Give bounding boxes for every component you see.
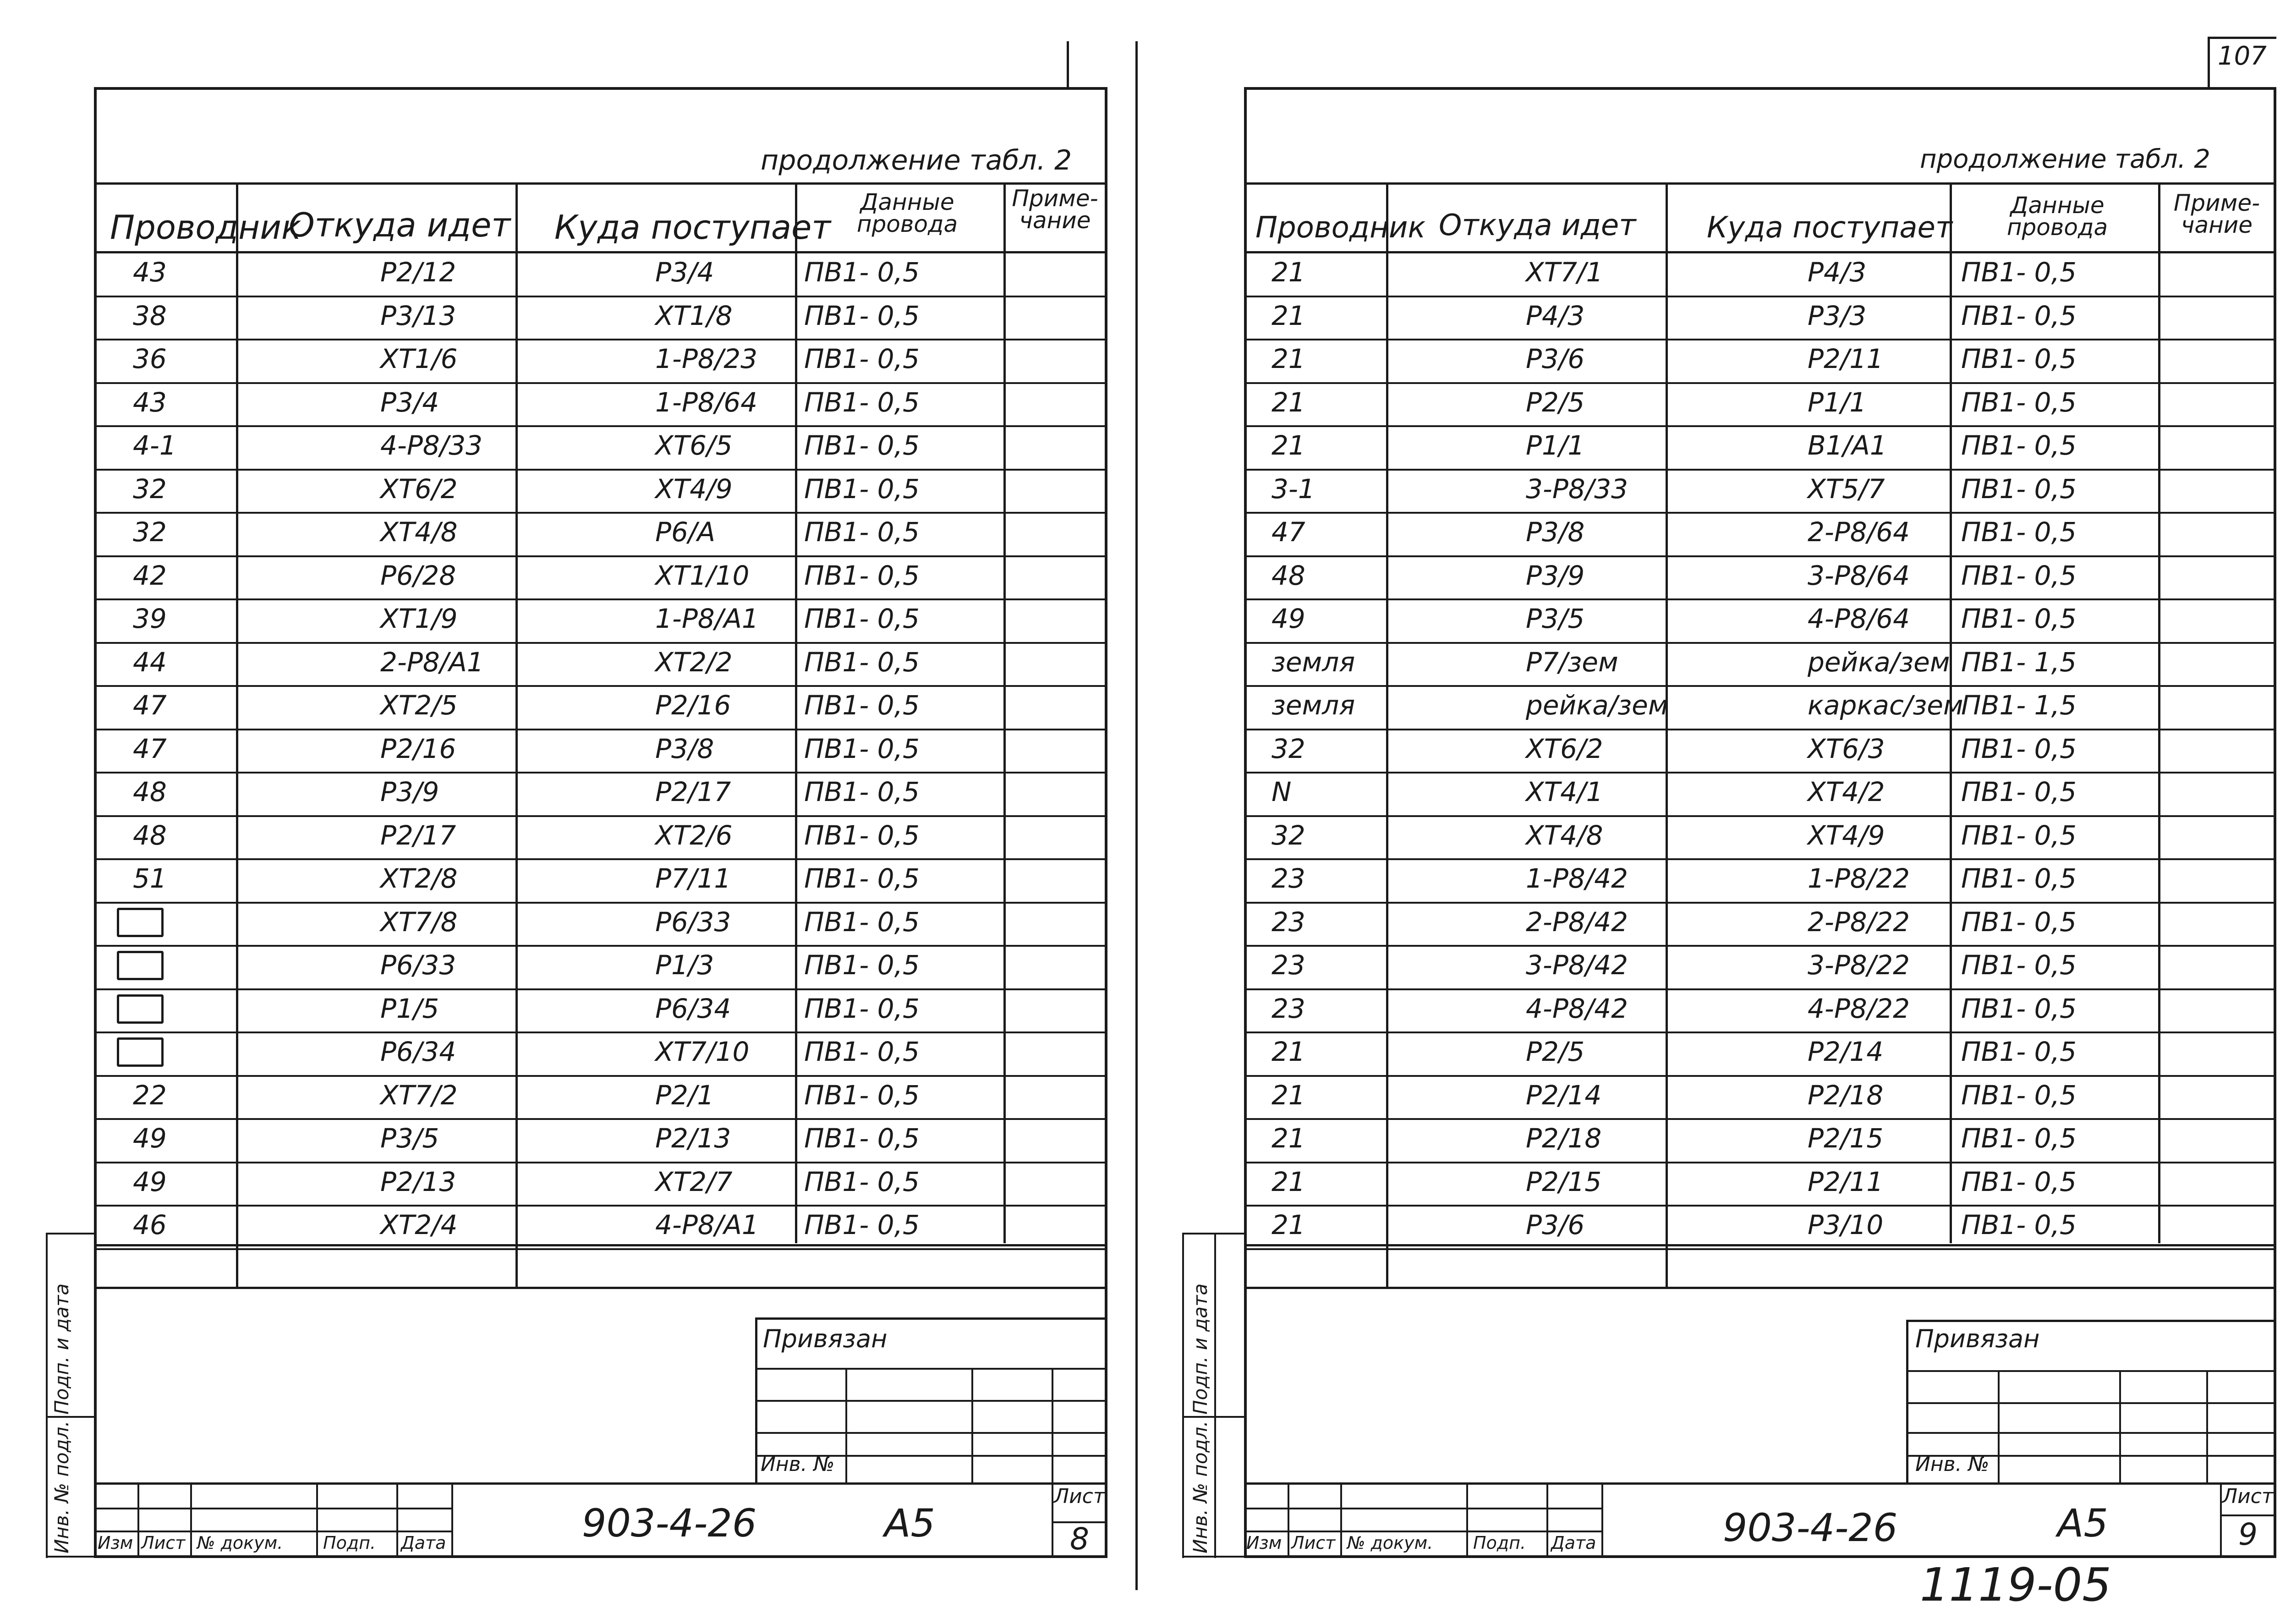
doc-code: 903-4-26 (1723, 1505, 1898, 1550)
conductor-cell: 46 (133, 1209, 167, 1240)
wire-data-cell: ПВ1- 0,5 (1961, 1166, 2077, 1197)
wire-data-cell: ПВ1- 0,5 (804, 343, 920, 374)
from-cell: 3-Р8/42 (1526, 949, 1628, 981)
row-separator (94, 512, 1107, 514)
format: А5 (884, 1501, 935, 1546)
conductor-cell: 42 (133, 560, 167, 591)
wire-data-cell: ПВ1- 0,5 (804, 300, 920, 331)
col-wire-data: Данные провода (856, 189, 958, 237)
from-cell: 4-Р8/42 (1526, 993, 1628, 1024)
from-cell: Р3/6 (1526, 1209, 1585, 1240)
to-cell: Р2/17 (655, 776, 731, 807)
blank-conductor-box (117, 951, 164, 980)
conductor-cell: 47 (1272, 516, 1305, 548)
to-cell: Р2/18 (1808, 1079, 1884, 1111)
to-cell: Р6/34 (655, 993, 731, 1024)
row-separator (94, 1118, 1107, 1120)
wire-data-cell: ПВ1- 0,5 (804, 863, 920, 894)
from-cell: ХТ4/8 (1526, 819, 1603, 851)
wire-data-cell: ПВ1- 0,5 (1961, 1209, 2077, 1240)
col-conductor: Проводник (1255, 211, 1426, 245)
wire-data-cell: ПВ1- 0,5 (1961, 733, 2077, 764)
to-cell: 4-Р8/64 (1808, 603, 1910, 634)
row-separator (94, 902, 1107, 904)
to-cell: Р2/13 (655, 1123, 731, 1154)
from-cell: Р7/зем (1526, 646, 1618, 678)
row-separator (1244, 685, 2276, 687)
inv-no-label: Инв. № (761, 1453, 835, 1476)
from-cell: рейка/зем (1526, 690, 1668, 721)
wire-data-cell: ПВ1- 0,5 (1961, 343, 2077, 374)
to-cell: ХТ2/7 (655, 1166, 733, 1197)
wire-data-cell: ПВ1- 0,5 (1961, 993, 2077, 1024)
wire-data-cell: ПВ1- 0,5 (804, 646, 920, 678)
to-cell: 1-Р8/22 (1808, 863, 1910, 894)
wire-data-cell: ПВ1- 0,5 (804, 516, 920, 548)
wire-data-cell: ПВ1- 0,5 (1961, 1123, 2077, 1154)
wire-data-cell: ПВ1- 0,5 (1961, 819, 2077, 851)
wire-data-cell: ПВ1- 0,5 (804, 1079, 920, 1111)
continuation-label: продолжение табл. 2 (761, 144, 1072, 176)
row-separator (94, 729, 1107, 730)
row-separator (1244, 642, 2276, 644)
conductor-cell: 21 (1272, 257, 1305, 288)
conductor-cell: 21 (1272, 386, 1305, 418)
to-cell: 1-Р8/64 (655, 386, 758, 418)
conductor-cell: 21 (1272, 1166, 1305, 1197)
to-cell: Р2/14 (1808, 1036, 1884, 1067)
from-cell: ХТ7/8 (380, 906, 458, 938)
wire-data-cell: ПВ1- 0,5 (804, 819, 920, 851)
from-cell: Р3/8 (1526, 516, 1585, 548)
row-separator (1244, 1075, 2276, 1077)
to-cell: Р2/16 (655, 690, 731, 721)
wire-data-cell: ПВ1- 0,5 (1961, 776, 2077, 807)
to-cell: Р3/10 (1808, 1209, 1884, 1240)
row-separator (1244, 902, 2276, 904)
stamp-date: Дата (401, 1533, 446, 1553)
from-cell: Р3/5 (380, 1123, 439, 1154)
row-separator (94, 425, 1107, 427)
from-cell: Р2/17 (380, 819, 456, 851)
conductor-cell: 21 (1272, 430, 1305, 461)
stamp-list: Лист (1291, 1533, 1336, 1553)
stamp-date: Дата (1551, 1533, 1596, 1553)
conductor-cell: 39 (133, 603, 167, 634)
from-cell: ХТ2/8 (380, 863, 458, 894)
wire-data-cell: ПВ1- 0,5 (804, 560, 920, 591)
row-separator (94, 1031, 1107, 1033)
sheet-number: 8 (1070, 1521, 1089, 1557)
conductor-cell: земля (1272, 690, 1355, 721)
wire-data-cell: ПВ1- 0,5 (804, 430, 920, 461)
wire-data-cell: ПВ1- 1,5 (1961, 646, 2077, 678)
wire-data-cell: ПВ1- 0,5 (1961, 430, 2077, 461)
stamp-doc: № докум. (197, 1533, 283, 1553)
to-cell: ХТ6/5 (655, 430, 733, 461)
row-separator (94, 858, 1107, 860)
binding-label: Привязан (1915, 1324, 2040, 1353)
from-cell: ХТ1/9 (380, 603, 458, 634)
from-cell: Р6/34 (380, 1036, 456, 1067)
to-cell: 1-Р8/А1 (655, 603, 759, 634)
to-cell: ХТ4/2 (1808, 776, 1885, 807)
from-cell: ХТ4/1 (1526, 776, 1603, 807)
from-cell: Р2/15 (1526, 1166, 1602, 1197)
conductor-cell: 49 (1272, 603, 1305, 634)
row-separator (1244, 1162, 2276, 1163)
wire-data-cell: ПВ1- 0,5 (804, 1166, 920, 1197)
from-cell: ХТ4/8 (380, 516, 458, 548)
from-cell: 4-Р8/33 (380, 430, 483, 461)
row-separator (1244, 1031, 2276, 1033)
conductor-cell: 48 (133, 776, 167, 807)
from-cell: Р2/16 (380, 733, 456, 764)
to-cell: Р6/А (655, 516, 716, 548)
to-cell: 2-Р8/64 (1808, 516, 1910, 548)
wire-data-cell: ПВ1- 0,5 (804, 1209, 920, 1240)
conductor-cell: 47 (133, 733, 167, 764)
wire-data-cell: ПВ1- 0,5 (1961, 300, 2077, 331)
from-cell: ХТ7/1 (1526, 257, 1603, 288)
wire-data-cell: ПВ1- 0,5 (804, 1036, 920, 1067)
col-note: Приме-чание (2173, 190, 2260, 238)
row-separator (94, 1205, 1107, 1207)
conductor-cell: 23 (1272, 863, 1305, 894)
row-separator (94, 772, 1107, 774)
row-separator (1244, 382, 2276, 384)
to-cell: 4-Р8/22 (1808, 993, 1910, 1024)
from-cell: Р2/5 (1526, 1036, 1585, 1067)
wire-data-cell: ПВ1- 0,5 (804, 776, 920, 807)
wire-data-cell: ПВ1- 0,5 (804, 386, 920, 418)
sheet-label: Лист (2222, 1485, 2274, 1508)
col-to: Куда поступает (1707, 211, 1953, 245)
row-separator (94, 1248, 1107, 1250)
wire-data-cell: ПВ1- 0,5 (804, 473, 920, 505)
from-cell: ХТ2/4 (380, 1209, 458, 1240)
blank-conductor-box (117, 1037, 164, 1067)
conductor-cell: 32 (1272, 733, 1305, 764)
to-cell: рейка/зем (1808, 646, 1950, 678)
to-cell: ХТ1/10 (655, 560, 750, 591)
from-cell: Р6/33 (380, 949, 456, 981)
stamp-number: 1119-05 (1920, 1558, 2111, 1612)
conductor-cell: 43 (133, 257, 167, 288)
from-cell: Р3/5 (1526, 603, 1585, 634)
conductor-cell: 49 (133, 1123, 167, 1154)
stamp-izm: Изм (1246, 1533, 1282, 1553)
wire-data-cell: ПВ1- 0,5 (1961, 386, 2077, 418)
wire-data-cell: ПВ1- 0,5 (1961, 949, 2077, 981)
from-cell: Р3/9 (1526, 560, 1585, 591)
from-cell: Р3/4 (380, 386, 439, 418)
conductor-cell: 3-1 (1272, 473, 1315, 505)
col-from: Откуда идет (1439, 208, 1636, 242)
row-separator (1244, 469, 2276, 471)
wire-data-cell: ПВ1- 0,5 (804, 603, 920, 634)
wire-data-cell: ПВ1- 0,5 (1961, 1036, 2077, 1067)
wire-data-cell: ПВ1- 0,5 (804, 690, 920, 721)
page-number: 107 (2218, 41, 2267, 71)
to-cell: ХТ2/2 (655, 646, 733, 678)
from-cell: Р3/13 (380, 300, 456, 331)
wire-data-cell: ПВ1- 0,5 (1961, 906, 2077, 938)
to-cell: ХТ4/9 (655, 473, 733, 505)
from-cell: ХТ6/2 (1526, 733, 1603, 764)
wire-data-cell: ПВ1- 0,5 (1961, 473, 2077, 505)
row-separator (1244, 555, 2276, 557)
format: А5 (2057, 1501, 2108, 1546)
to-cell: Р7/11 (655, 863, 731, 894)
conductor-cell: 21 (1272, 1123, 1305, 1154)
conductor-cell: 21 (1272, 300, 1305, 331)
col-from: Откуда идет (289, 206, 511, 244)
row-separator (1244, 988, 2276, 990)
row-separator (94, 598, 1107, 600)
to-cell: Р3/4 (655, 257, 714, 288)
from-cell: Р3/6 (1526, 343, 1585, 374)
row-separator (1244, 1248, 2276, 1250)
to-cell: Р2/11 (1808, 343, 1884, 374)
stamp-doc: № докум. (1347, 1533, 1433, 1553)
conductor-cell: N (1272, 776, 1292, 807)
conductor-cell: 48 (1272, 560, 1305, 591)
to-cell: В1/А1 (1808, 430, 1887, 461)
to-cell: каркас/зем (1808, 690, 1963, 721)
to-cell: ХТ2/6 (655, 819, 733, 851)
to-cell: 4-Р8/А1 (655, 1209, 759, 1240)
to-cell: 1-Р8/23 (655, 343, 758, 374)
stamp-podp: Подп. (323, 1533, 376, 1553)
to-cell: Р3/3 (1808, 300, 1867, 331)
wire-data-cell: ПВ1- 0,5 (1961, 863, 2077, 894)
row-separator (1244, 296, 2276, 297)
conductor-cell: 21 (1272, 1036, 1305, 1067)
to-cell: Р1/3 (655, 949, 714, 981)
side-label: Инв. № подл. Подп. и дата (1189, 1283, 1211, 1553)
row-separator (1244, 1205, 2276, 1207)
conductor-cell: 21 (1272, 1209, 1305, 1240)
conductor-cell: 48 (133, 819, 167, 851)
conductor-cell: 23 (1272, 906, 1305, 938)
row-separator (94, 945, 1107, 947)
to-cell: Р2/1 (655, 1079, 714, 1111)
to-cell: ХТ6/3 (1808, 733, 1885, 764)
inv-no-label: Инв. № (1915, 1453, 1990, 1476)
wire-data-cell: ПВ1- 1,5 (1961, 690, 2077, 721)
side-label: Инв. № подл. Подп. и дата (50, 1283, 73, 1553)
conductor-cell: 43 (133, 386, 167, 418)
to-cell: 3-Р8/64 (1808, 560, 1910, 591)
row-separator (1244, 772, 2276, 774)
row-separator (1244, 512, 2276, 514)
row-separator (1244, 945, 2276, 947)
conductor-cell: 32 (133, 473, 167, 505)
to-cell: Р2/15 (1808, 1123, 1884, 1154)
sheet-label: Лист (1054, 1485, 1105, 1508)
to-cell: ХТ5/7 (1808, 473, 1885, 505)
row-separator (94, 1162, 1107, 1163)
conductor-cell: 21 (1272, 343, 1305, 374)
row-separator (1244, 339, 2276, 340)
from-cell: Р3/9 (380, 776, 439, 807)
row-separator (94, 382, 1107, 384)
conductor-cell: 32 (133, 516, 167, 548)
wire-data-cell: ПВ1- 0,5 (1961, 560, 2077, 591)
from-cell: 3-Р8/33 (1526, 473, 1628, 505)
row-separator (1244, 815, 2276, 817)
row-separator (94, 642, 1107, 644)
row-separator (94, 339, 1107, 340)
conductor-cell: 47 (133, 690, 167, 721)
conductor-cell: 4-1 (133, 430, 176, 461)
conductor-cell: 44 (133, 646, 167, 678)
row-separator (1244, 858, 2276, 860)
row-separator (94, 815, 1107, 817)
from-cell: ХТ2/5 (380, 690, 458, 721)
row-separator (94, 1075, 1107, 1077)
continuation-label: продолжение табл. 2 (1920, 144, 2210, 174)
from-cell: Р2/5 (1526, 386, 1585, 418)
blank-conductor-box (117, 994, 164, 1024)
to-cell: Р6/33 (655, 906, 731, 938)
row-separator (1244, 1118, 2276, 1120)
wire-data-cell: ПВ1- 0,5 (1961, 603, 2077, 634)
from-cell: Р1/1 (1526, 430, 1585, 461)
row-separator (94, 469, 1107, 471)
from-cell: Р2/12 (380, 257, 456, 288)
wire-data-cell: ПВ1- 0,5 (804, 993, 920, 1024)
to-cell: Р3/8 (655, 733, 714, 764)
to-cell: 2-Р8/22 (1808, 906, 1910, 938)
sheet-number: 9 (2238, 1517, 2258, 1552)
conductor-cell: 23 (1272, 949, 1305, 981)
right-sheet (1146, 0, 2291, 1624)
col-to: Куда поступает (554, 208, 831, 247)
stamp-podp: Подп. (1473, 1533, 1526, 1553)
from-cell: ХТ6/2 (380, 473, 458, 505)
row-separator (94, 988, 1107, 990)
wire-data-cell: ПВ1- 0,5 (1961, 516, 2077, 548)
conductor-cell: 22 (133, 1079, 167, 1111)
from-cell: 1-Р8/42 (1526, 863, 1628, 894)
doc-code: 903-4-26 (582, 1501, 757, 1546)
wire-data-cell: ПВ1- 0,5 (804, 949, 920, 981)
to-cell: 3-Р8/22 (1808, 949, 1910, 981)
conductor-cell: 36 (133, 343, 167, 374)
row-separator (1244, 729, 2276, 730)
from-cell: Р2/13 (380, 1166, 456, 1197)
conductor-cell: 23 (1272, 993, 1305, 1024)
from-cell: ХТ7/2 (380, 1079, 458, 1111)
to-cell: ХТ7/10 (655, 1036, 750, 1067)
row-separator (1244, 425, 2276, 427)
conductor-cell: 32 (1272, 819, 1305, 851)
wire-data-cell: ПВ1- 0,5 (804, 906, 920, 938)
stamp-list: Лист (141, 1533, 186, 1553)
wire-data-cell: ПВ1- 0,5 (1961, 257, 2077, 288)
to-cell: Р1/1 (1808, 386, 1867, 418)
wire-data-cell: ПВ1- 0,5 (804, 1123, 920, 1154)
wire-data-cell: ПВ1- 0,5 (804, 257, 920, 288)
from-cell: ХТ1/6 (380, 343, 458, 374)
col-note: Приме-чание (1012, 185, 1098, 234)
row-separator (94, 296, 1107, 297)
to-cell: ХТ4/9 (1808, 819, 1885, 851)
row-separator (1244, 598, 2276, 600)
conductor-cell: 49 (133, 1166, 167, 1197)
row-separator (94, 685, 1107, 687)
conductor-cell: земля (1272, 646, 1355, 678)
from-cell: Р2/14 (1526, 1079, 1602, 1111)
from-cell: 2-Р8/А1 (380, 646, 484, 678)
stamp-izm: Изм (98, 1533, 133, 1553)
wire-data-cell: ПВ1- 0,5 (804, 733, 920, 764)
from-cell: 2-Р8/42 (1526, 906, 1628, 938)
to-cell: Р2/11 (1808, 1166, 1884, 1197)
to-cell: Р4/3 (1808, 257, 1867, 288)
conductor-cell: 21 (1272, 1079, 1305, 1111)
to-cell: ХТ1/8 (655, 300, 733, 331)
from-cell: Р2/18 (1526, 1123, 1602, 1154)
conductor-cell: 38 (133, 300, 167, 331)
from-cell: Р1/5 (380, 993, 439, 1024)
wire-data-cell: ПВ1- 0,5 (1961, 1079, 2077, 1111)
col-wire-data: Данные провода (2006, 192, 2108, 241)
col-conductor: Проводник (110, 208, 301, 247)
conductor-cell: 51 (133, 863, 167, 894)
from-cell: Р4/3 (1526, 300, 1585, 331)
row-separator (94, 555, 1107, 557)
from-cell: Р6/28 (380, 560, 456, 591)
blank-conductor-box (117, 908, 164, 937)
binding-label: Привязан (763, 1324, 888, 1353)
